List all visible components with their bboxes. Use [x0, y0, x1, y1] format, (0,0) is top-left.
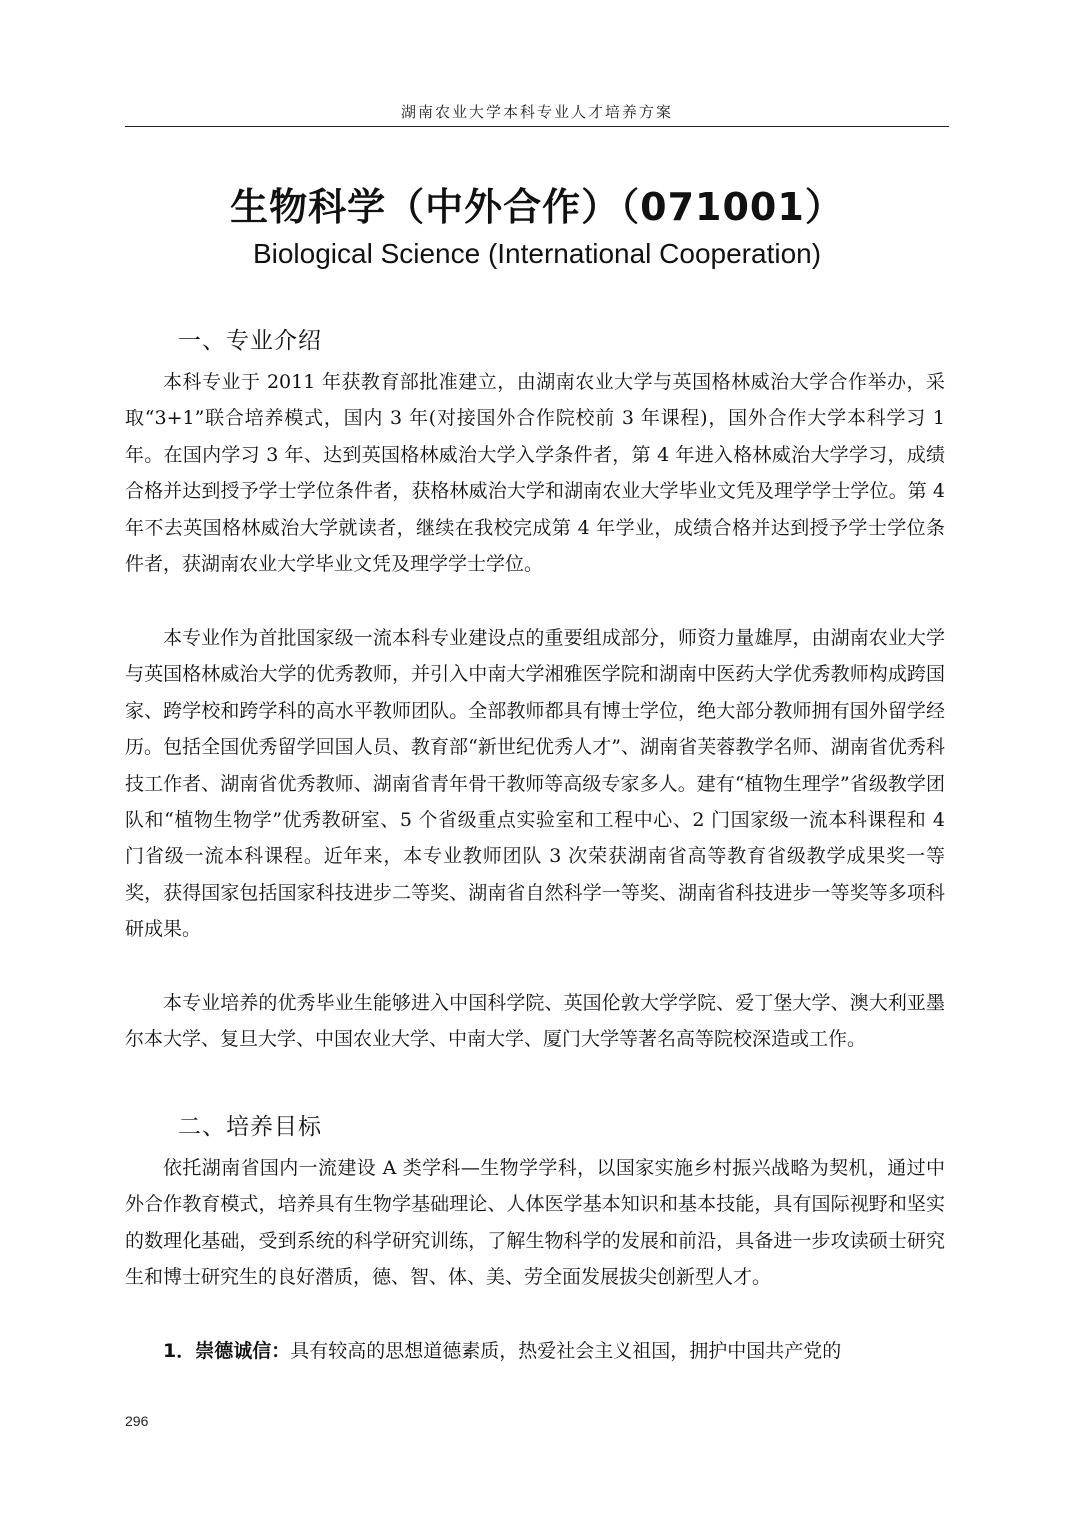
objective-item-label: 1．崇德诚信：: [163, 1340, 291, 1362]
page-number: 296: [125, 1413, 149, 1429]
header-rule: [125, 126, 949, 127]
objective-item-text: 具有较高的思想道德素质，热爱社会主义祖国，拥护中国共产党的: [290, 1340, 842, 1362]
objective-item-1: [125, 1333, 945, 1369]
section-heading-objectives: 二、培养目标: [178, 1114, 322, 1140]
section-heading-introduction: 一、专业介绍: [178, 328, 322, 354]
objectives-paragraph-1: 依托湖南省国内一流建设 A 类学科—生物学学科，以国家实施乡村振兴战略为契机，通过中外合作教育模式，培养具有生物学基础理论、人体医学基本知识和基本技能，具有国际视野和坚实的数理化基础，受到系统的科学研究训练，了解生物科学的发展和前沿，具备进一步攻读硕士研究生和博士研究生的良好潜质，德、智、体、美、劳全面发展拔尖创新型人才。: [125, 1157, 945, 1289]
intro-paragraph-1: 本科专业于 2011 年获教育部批准建立，由湖南农业大学与英国格林威治大学合作举办，采取“3+1”联合培养模式，国内 3 年(对接国外合作院校前 3 年课程)，国外合作大学本科学习 1 年。在国内学习 3 年、达到英国格林威治大学入学条件者，第 4 年进入格林威治大学学习，成绩合格并达到授予学士学位条件者，获格林威治大学和湖南农业大学毕业文凭及理学学士学位。第 4 年不去英国格林威治大学就读者，继续在我校完成第 4 年学业，成绩合格并达到授予学士学位条件者，获湖南农业大学毕业文凭及理学学士学位。: [125, 371, 945, 576]
document-subtitle: Biological Science (International Cooperation): [252, 238, 822, 269]
intro-paragraph-3: 本专业培养的优秀毕业生能够进入中国科学院、英国伦敦大学学院、爱丁堡大学、澳大利亚墨尔本大学、复旦大学、中国农业大学、中南大学、厦门大学等著名高等院校深造或工作。: [125, 992, 945, 1051]
document-title: 生物科学（中外合作）（071001）: [230, 185, 844, 229]
intro-paragraph-2: 本专业作为首批国家级一流本科专业建设点的重要组成部分，师资力量雄厚，由湖南农业大学与英国格林威治大学的优秀教师，并引入中南大学湘雅医学院和湖南中医药大学优秀教师构成跨国家、跨学校和跨学科的高水平教师团队。全部教师都具有博士学位，绝大部分教师拥有国外留学经历。包括全国优秀留学回国人员、教育部“新世纪优秀人才”、湖南省芙蓉教学名师、湖南省优秀科技工作者、湖南省优秀教师、湖南省青年骨干教师等高级专家多人。建有“植物生理学”省级教学团队和“植物生物学”优秀教研室、5 个省级重点实验室和工程中心、2 门国家级一流本科课程和 4 门省级一流本科课程。近年来，本专业教师团队 3 次荣获湖南省高等教育省级教学成果奖一等奖，获得国家包括国家科技进步二等奖、湖南省自然科学一等奖、湖南省科技进步一等奖等多项科研成果。: [125, 627, 945, 941]
running-header: 湖南农业大学本科专业人才培养方案: [400, 103, 673, 121]
